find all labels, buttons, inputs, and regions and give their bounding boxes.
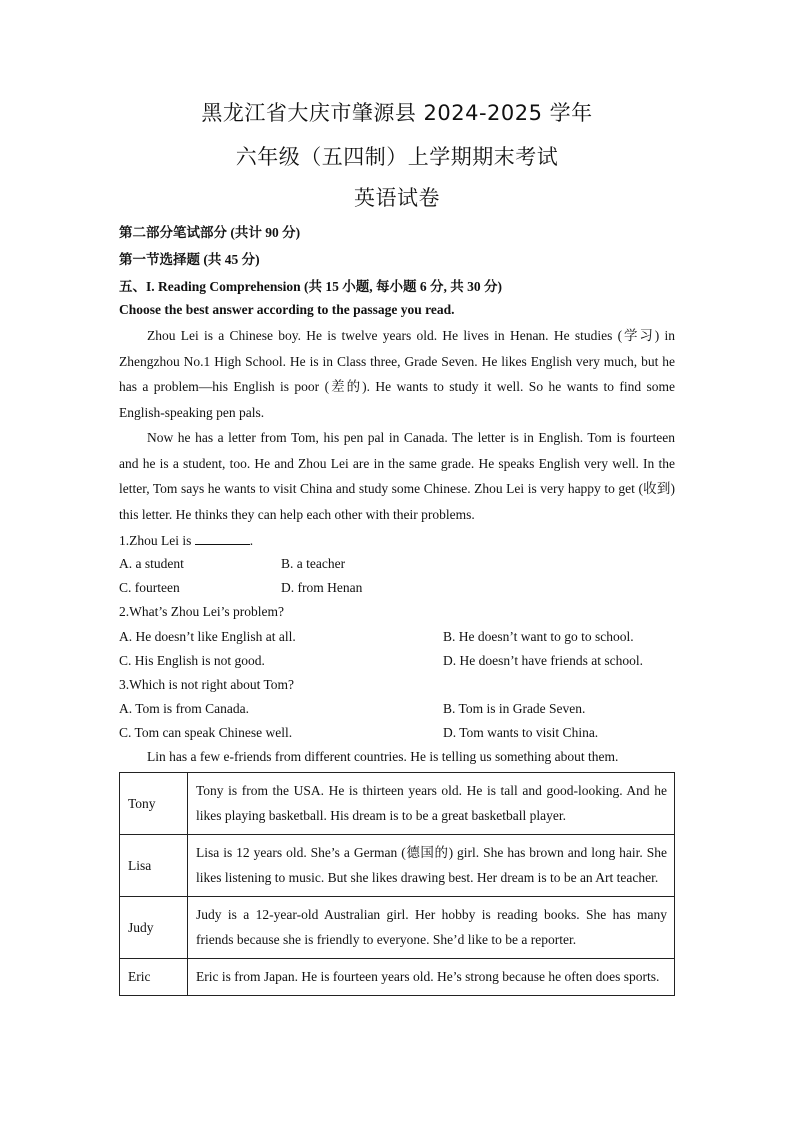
table-row: [120, 773, 675, 835]
question-1-stem: [119, 532, 253, 549]
friend-name: Judy: [120, 897, 188, 959]
question-3-stem: 3.Which is not right about Tom?: [119, 677, 295, 692]
table-row: [120, 959, 675, 996]
exam-title-line1: 黑龙江省大庆市肇源县 2024-2025 学年: [201, 101, 593, 125]
exam-title-line2: 六年级（五四制）上学期期末考试: [235, 145, 559, 169]
reading-heading: 五、I. Reading Comprehension (共 15 小题, 每小题 6 分, 共 30 分): [119, 279, 503, 294]
passage-1-paragraph-1: Zhou Lei is a Chinese boy. He is twelve years old. He lives in Henan. He studies (学习) in Zhengzhou No.1 High School. He is in Class three, Grade Seven. He likes English very much, but he has a problem—his English is poor (差的). He wants to study it well. So he wants to find some English-speaking pen pals.: [119, 328, 675, 420]
friend-description: Tony is from the USA. He is thirteen years old. He is tall and good-looking. And he likes playing basketball. His dream is to be a great basketball player.: [188, 773, 675, 835]
q3-option-b: B. Tom is in Grade Seven.: [443, 701, 586, 716]
q2-option-a: A. He doesn’t like English at all.: [119, 629, 296, 644]
passage-2-intro: Lin has a few e-friends from different countries. He is telling us something about them.: [147, 749, 619, 764]
friend-name: Lisa: [120, 835, 188, 897]
q2-option-b: B. He doesn’t want to go to school.: [443, 629, 634, 644]
e-friends-table: [119, 772, 675, 996]
instruction: Choose the best answer according to the passage you read.: [119, 302, 455, 317]
q3-option-a: A. Tom is from Canada.: [119, 701, 250, 716]
friend-description: Lisa is 12 years old. She’s a German (德国的) girl. She has brown and long hair. She likes listening to music. But she likes drawing best. Her dream is to be an Art teacher.: [188, 835, 675, 897]
passage-1: [119, 323, 675, 527]
table-row: [120, 835, 675, 897]
question-1-text: 1.Zhou Lei is: [119, 533, 195, 548]
passage-1-paragraph-2: Now he has a letter from Tom, his pen pal in Canada. The letter is in English. Tom is fourteen and he is a student, too. He and Zhou Lei are in the same grade. He speaks English very well. In the letter, Tom says he wants to visit China and study some Chinese. Zhou Lei is very happy to get (收到) this letter. He thinks they can help each other with their problems.: [119, 430, 675, 522]
q3-option-d: D. Tom wants to visit China.: [443, 725, 599, 740]
exam-title-line3: 英语试卷: [354, 186, 440, 210]
friend-name: Tony: [120, 773, 188, 835]
q2-option-d: D. He doesn’t have friends at school.: [443, 653, 643, 668]
table-row: [120, 897, 675, 959]
section1-heading: 第一节选择题 (共 45 分): [119, 252, 260, 267]
friend-name: Eric: [120, 959, 188, 996]
q3-option-c: C. Tom can speak Chinese well.: [119, 725, 293, 740]
answer-blank: [195, 532, 250, 545]
q2-option-c: C. His English is not good.: [119, 653, 265, 668]
q1-option-c: C. fourteen: [119, 580, 180, 595]
question-2-stem: 2.What’s Zhou Lei’s problem?: [119, 604, 284, 619]
q1-option-b: B. a teacher: [281, 556, 346, 571]
q1-option-a: A. a student: [119, 556, 184, 571]
question-1-end: .: [249, 533, 254, 548]
friend-description: Judy is a 12-year-old Australian girl. Her hobby is reading books. She has many friends because she is friendly to everyone. She’d like to be a reporter.: [188, 897, 675, 959]
q1-option-d: D. from Henan: [281, 580, 363, 595]
friend-description: Eric is from Japan. He is fourteen years old. He’s strong because he often does sports.: [188, 959, 675, 996]
part2-heading: 第二部分笔试部分 (共计 90 分): [119, 225, 301, 240]
